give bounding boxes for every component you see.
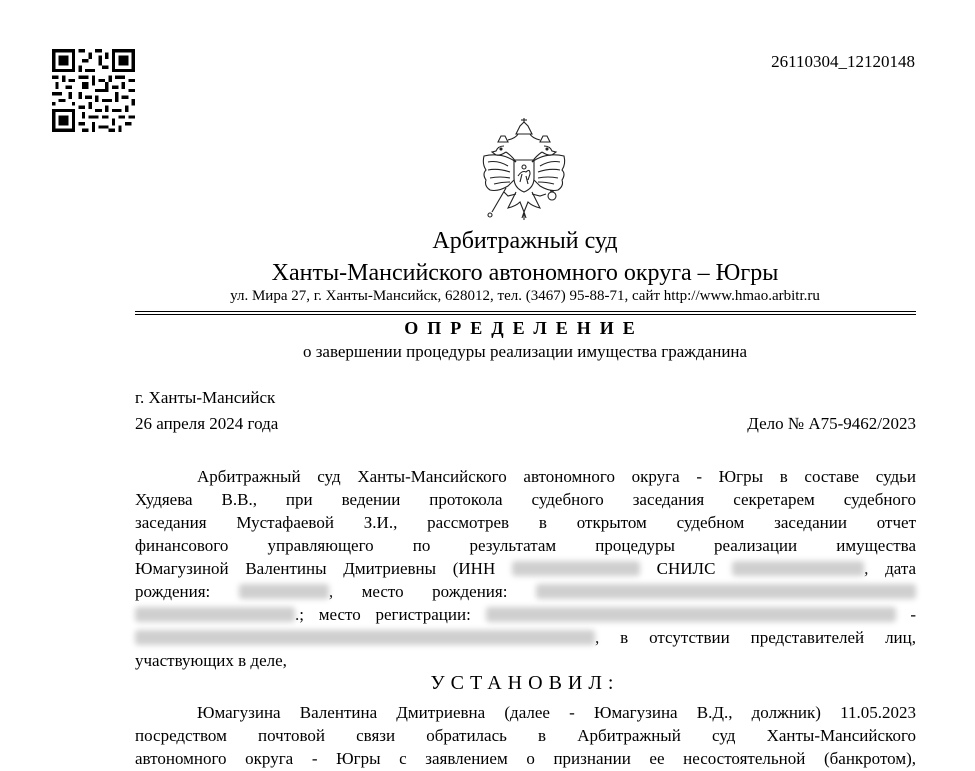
text-fragment: .; место регистрации:	[295, 605, 471, 624]
court-address: ул. Мира 27, г. Ханты-Мансийск, 628012, тел. (3467) 95-88-71, сайт http://www.hmao.arbitr.ru	[230, 288, 820, 304]
document-date: 26 апреля 2024 года	[135, 414, 279, 433]
paragraph-line: заседания Мустафаевой З.И., рассмотрев в открытом судебном заседании отчет	[135, 513, 916, 532]
header-divider	[135, 311, 916, 312]
paragraph-line: участвующих в деле,	[135, 651, 287, 670]
redacted-birth-place	[536, 584, 916, 599]
text-fragment: , в отсутствии представителей лиц,	[595, 628, 916, 647]
text-fragment: -	[910, 605, 917, 624]
paragraph-line: автономного округа - Югры с заявлением о признании ее несостоятельной (банкротом),	[135, 749, 916, 768]
paragraph-line-registration	[135, 603, 916, 626]
redacted-birth-date	[239, 584, 329, 599]
text-fragment: , место рождения:	[328, 582, 508, 601]
document-subtitle: о завершении процедуры реализации имущества гражданина	[302, 342, 748, 361]
paragraph-line: Юмагузина Валентина Дмитриевна (далее - Юмагузина В.Д., должник) 11.05.2023	[197, 703, 916, 722]
redacted-registration-address	[486, 607, 896, 622]
redacted-registration-address-cont	[135, 630, 595, 645]
paragraph-line-absence	[135, 626, 916, 649]
redacted-snils	[732, 561, 864, 576]
text-fragment: Юмагузиной Валентины Дмитриевны (ИНН	[135, 559, 496, 578]
paragraph-line: финансового управляющего по результатам процедуры реализации имущества	[135, 536, 916, 555]
paragraph-line: Арбитражный суд Ханты-Мансийского автономного округа - Югры в составе судьи	[197, 467, 916, 486]
coat-of-arms-emblem	[478, 118, 570, 226]
text-fragment: рождения:	[135, 582, 211, 601]
redacted-birth-place-cont	[135, 607, 295, 622]
text-fragment: , дата	[864, 559, 916, 578]
city: г. Ханты-Мансийск	[135, 388, 276, 407]
redacted-inn	[512, 561, 640, 576]
section-heading: УСТАНОВИЛ:	[430, 672, 620, 694]
text-fragment: СНИЛС	[656, 559, 716, 578]
paragraph-line-birth	[135, 580, 916, 603]
paragraph-intro	[135, 465, 916, 672]
case-number: Дело № А75-9462/2023	[747, 414, 916, 433]
header-divider-second	[135, 314, 916, 315]
paragraph-line: Худяева В.В., при ведении протокола судебного заседания секретарем судебного	[135, 490, 916, 509]
document-title: ОПРЕДЕЛЕНИЕ	[404, 318, 644, 338]
paragraph-established	[135, 701, 916, 770]
court-name-line1: Арбитражный суд	[432, 228, 618, 254]
paragraph-line: посредством почтовой связи обратилась в Арбитражный суд Ханты-Мансийского	[135, 726, 916, 745]
document-id: 26110304_12120148	[771, 52, 915, 71]
paragraph-line-inn	[135, 557, 916, 580]
qr-code	[52, 49, 135, 132]
court-name-line2: Ханты-Мансийского автономного округа – Югры	[271, 260, 779, 286]
